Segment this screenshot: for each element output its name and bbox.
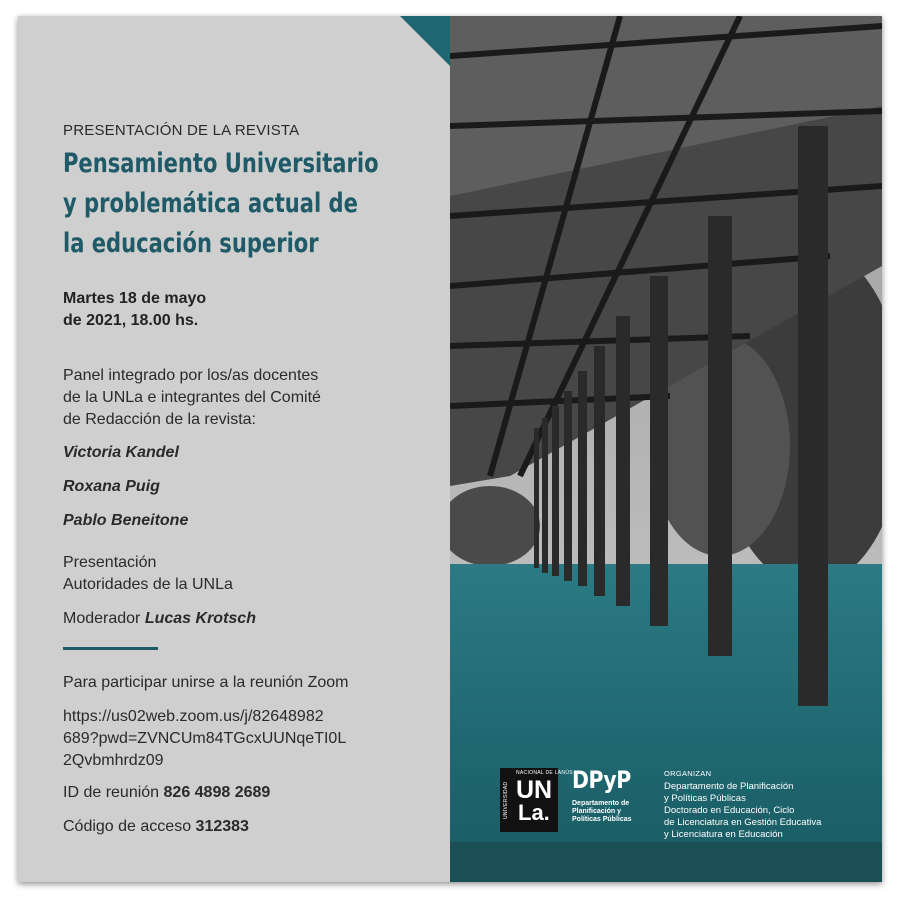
text-panel (18, 16, 450, 882)
unla-logo (500, 768, 573, 832)
moderator-name: Lucas Krotsch (144, 610, 256, 627)
corner-accent (400, 16, 450, 66)
zoom-link[interactable] (63, 706, 346, 772)
presentation-line: Autoridades de la UNLa (63, 576, 233, 593)
dpyp-logo (572, 766, 641, 824)
organizer-line: Doctorado en Educación, Ciclo (664, 805, 795, 816)
organizer-line: y Políticas Públicas (664, 793, 746, 804)
organizers (664, 768, 821, 841)
moderator-info (63, 608, 256, 630)
event-flyer (18, 16, 882, 882)
dpyp-sub-line: Departamento de (572, 800, 630, 807)
photo-panel (450, 16, 882, 882)
organizers-heading: ORGANIZAN (664, 769, 712, 778)
meeting-id-value: 826 4898 2689 (163, 784, 271, 801)
dpyp-subtitle (572, 800, 641, 824)
moderator-label: Moderador (63, 610, 141, 627)
meeting-id-label: ID de reunión (63, 784, 160, 801)
dpyp-sub-line: Políticas Públicas (572, 816, 632, 823)
unla-vertical-text: UNIVERSIDAD (503, 781, 509, 819)
panel-line: de la UNLa e integrantes del Comité (63, 389, 321, 406)
panel-line: Panel integrado por los/as docentes (63, 367, 319, 384)
presentation-info (63, 552, 233, 596)
panel-description (63, 365, 321, 431)
organizer-line: de Licenciatura en Gestión Educativa (664, 817, 822, 828)
event-date (63, 288, 206, 332)
passcode-value: 312383 (195, 818, 249, 835)
passcode (63, 816, 249, 838)
event-title (63, 144, 430, 264)
passcode-label: Código de acceso (63, 818, 192, 835)
presentation-line: Presentación (63, 554, 157, 571)
unla-top-text: NACIONAL DE LANÚS (516, 770, 573, 776)
panel-line: de Redacción de la revista: (63, 411, 256, 428)
panelist-name: Roxana Puig (63, 478, 160, 495)
colonnade-photo (450, 16, 882, 882)
unla-sub-text: La. (518, 800, 550, 825)
dpyp-sub-line: Planificación y (572, 808, 622, 815)
panelist-name: Victoria Kandel (63, 444, 179, 461)
unla-main-text: UN (516, 776, 553, 804)
zoom-url-line: https://us02web.zoom.us/j/82648982 (63, 708, 324, 725)
dpyp-mark: DPyP (572, 766, 631, 794)
zoom-intro: Para participar unirse a la reunión Zoom (63, 674, 349, 691)
title-line: Pensamiento Universitario (63, 148, 379, 179)
panelist-name: Pablo Beneitone (63, 512, 189, 529)
meeting-id (63, 782, 270, 804)
title-line: y problemática actual de (63, 188, 358, 219)
date-line: de 2021, 18.00 hs. (63, 312, 199, 329)
organizer-line: Departamento de Planificación (664, 781, 794, 792)
eyebrow-label: PRESENTACIÓN DE LA REVISTA (63, 122, 300, 139)
zoom-url-line: 2Qvbmhrdz09 (63, 752, 164, 769)
divider (63, 647, 158, 650)
title-line: la educación superior (63, 228, 319, 259)
zoom-url-line: 689?pwd=ZVNCUm84TGcxUUNqeTI0L (63, 730, 347, 747)
date-line: Martes 18 de mayo (63, 290, 207, 307)
organizer-line: y Licenciatura en Educación (664, 829, 783, 840)
